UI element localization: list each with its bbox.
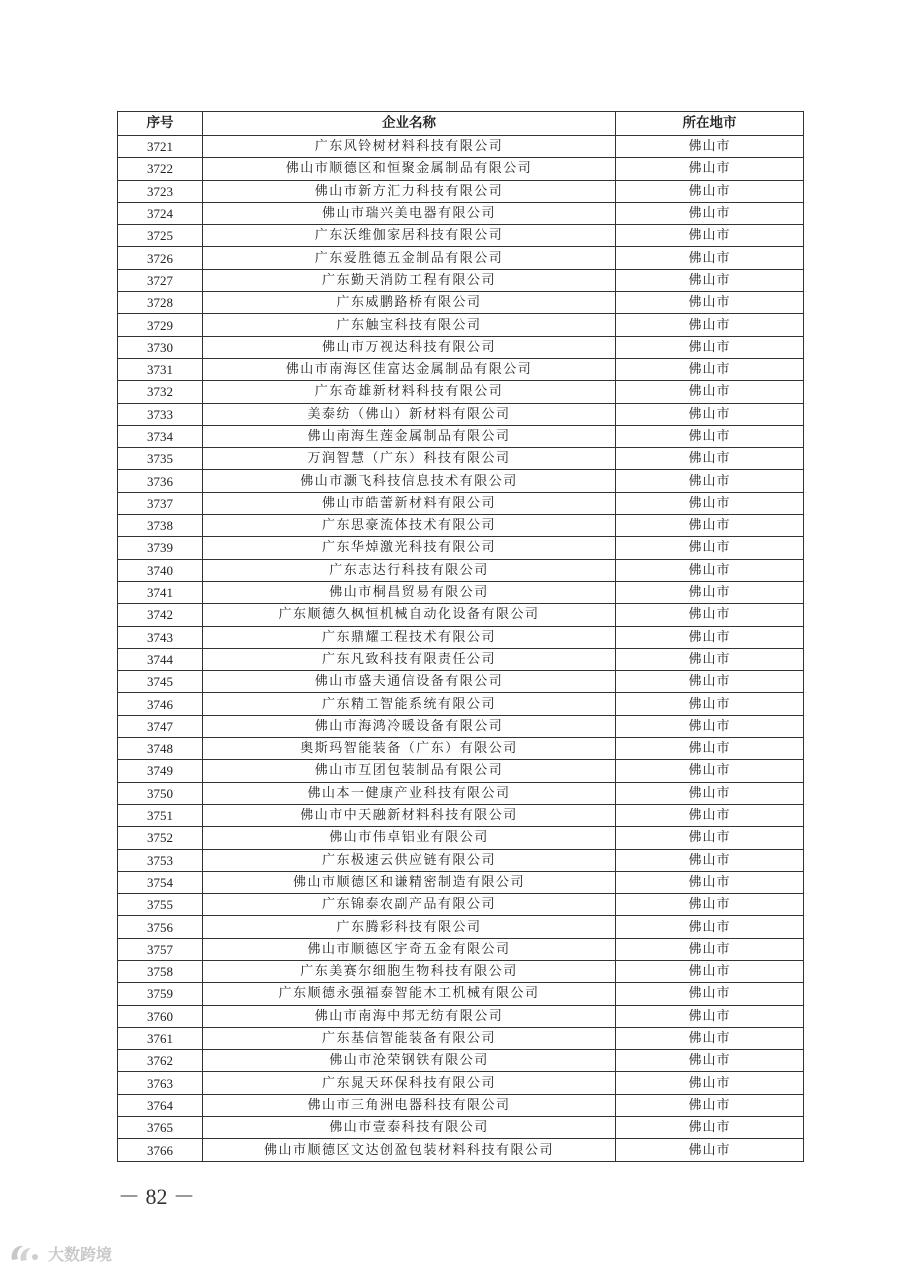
- table-row: [118, 1050, 804, 1072]
- row-company-name: 佛山市海鸿冷暖设备有限公司: [203, 715, 616, 737]
- row-company-name: 广东美赛尔细胞生物科技有限公司: [203, 960, 616, 982]
- row-company-name: 佛山市南海区佳富达金属制品有限公司: [203, 358, 616, 380]
- row-city: 佛山市: [616, 827, 804, 849]
- table-row: [118, 381, 804, 403]
- row-city: 佛山市: [616, 693, 804, 715]
- row-city: 佛山市: [616, 1117, 804, 1139]
- header-city: 所在地市: [616, 112, 804, 136]
- row-seq: 3749: [118, 760, 203, 782]
- row-seq: 3730: [118, 336, 203, 358]
- row-seq: 3727: [118, 269, 203, 291]
- table-row: [118, 358, 804, 380]
- row-seq: 3745: [118, 671, 203, 693]
- brand-logo-icon: [8, 1242, 42, 1264]
- row-city: 佛山市: [616, 381, 804, 403]
- row-company-name: 美泰纺（佛山）新材料有限公司: [203, 403, 616, 425]
- table-row: [118, 202, 804, 224]
- row-company-name: 广东顺德永强福泰智能木工机械有限公司: [203, 983, 616, 1005]
- row-company-name: 广东爱胜德五金制品有限公司: [203, 247, 616, 269]
- table-row: [118, 648, 804, 670]
- row-seq: 3766: [118, 1139, 203, 1161]
- row-city: 佛山市: [616, 292, 804, 314]
- row-seq: 3725: [118, 225, 203, 247]
- row-seq: 3746: [118, 693, 203, 715]
- row-seq: 3760: [118, 1005, 203, 1027]
- row-seq: 3736: [118, 470, 203, 492]
- table-row: [118, 1094, 804, 1116]
- row-company-name: 佛山市桐昌贸易有限公司: [203, 581, 616, 603]
- row-seq: 3748: [118, 738, 203, 760]
- row-city: 佛山市: [616, 158, 804, 180]
- row-seq: 3747: [118, 715, 203, 737]
- row-city: 佛山市: [616, 492, 804, 514]
- table-row: [118, 1005, 804, 1027]
- row-city: 佛山市: [616, 916, 804, 938]
- row-city: 佛山市: [616, 559, 804, 581]
- row-seq: 3734: [118, 425, 203, 447]
- row-seq: 3743: [118, 626, 203, 648]
- row-city: 佛山市: [616, 782, 804, 804]
- table-row: [118, 1117, 804, 1139]
- table-row: [118, 225, 804, 247]
- row-company-name: 广东奇雄新材料科技有限公司: [203, 381, 616, 403]
- row-seq: 3740: [118, 559, 203, 581]
- row-city: 佛山市: [616, 202, 804, 224]
- table-row: [118, 671, 804, 693]
- row-company-name: 佛山市顺德区文达创盈包装材料科技有限公司: [203, 1139, 616, 1161]
- row-city: 佛山市: [616, 648, 804, 670]
- row-city: 佛山市: [616, 425, 804, 447]
- row-city: 佛山市: [616, 581, 804, 603]
- row-city: 佛山市: [616, 804, 804, 826]
- row-city: 佛山市: [616, 760, 804, 782]
- row-company-name: 广东华焯激光科技有限公司: [203, 537, 616, 559]
- row-company-name: 广东威鹏路桥有限公司: [203, 292, 616, 314]
- row-company-name: 奥斯玛智能装备（广东）有限公司: [203, 738, 616, 760]
- row-company-name: 广东极速云供应链有限公司: [203, 849, 616, 871]
- table-row: [118, 827, 804, 849]
- row-city: 佛山市: [616, 1050, 804, 1072]
- row-seq: 3722: [118, 158, 203, 180]
- row-city: 佛山市: [616, 738, 804, 760]
- row-company-name: 广东凡致科技有限责任公司: [203, 648, 616, 670]
- row-seq: 3744: [118, 648, 203, 670]
- row-city: 佛山市: [616, 180, 804, 202]
- table-row: [118, 916, 804, 938]
- row-seq: 3751: [118, 804, 203, 826]
- row-city: 佛山市: [616, 960, 804, 982]
- table-row: [118, 626, 804, 648]
- table-row: [118, 581, 804, 603]
- table-row: [118, 1072, 804, 1094]
- row-company-name: 广东触宝科技有限公司: [203, 314, 616, 336]
- row-city: 佛山市: [616, 403, 804, 425]
- row-company-name: 广东沃维伽家居科技有限公司: [203, 225, 616, 247]
- table-row: [118, 180, 804, 202]
- row-company-name: 佛山市新方汇力科技有限公司: [203, 180, 616, 202]
- table-row: [118, 960, 804, 982]
- row-seq: 3721: [118, 136, 203, 158]
- row-seq: 3728: [118, 292, 203, 314]
- table-row: [118, 292, 804, 314]
- row-company-name: 万润智慧（广东）科技有限公司: [203, 448, 616, 470]
- row-company-name: 佛山市皓蕾新材料有限公司: [203, 492, 616, 514]
- enterprise-table: [117, 111, 804, 1162]
- row-city: 佛山市: [616, 849, 804, 871]
- row-seq: 3731: [118, 358, 203, 380]
- table-row: [118, 403, 804, 425]
- table-row: [118, 693, 804, 715]
- row-company-name: 广东腾彩科技有限公司: [203, 916, 616, 938]
- table-row: [118, 871, 804, 893]
- watermark: [8, 1240, 112, 1266]
- row-seq: 3724: [118, 202, 203, 224]
- row-seq: 3764: [118, 1094, 203, 1116]
- row-city: 佛山市: [616, 269, 804, 291]
- row-seq: 3754: [118, 871, 203, 893]
- row-seq: 3732: [118, 381, 203, 403]
- row-company-name: 佛山市三角洲电器科技有限公司: [203, 1094, 616, 1116]
- row-city: 佛山市: [616, 225, 804, 247]
- row-company-name: 佛山市壹泰科技有限公司: [203, 1117, 616, 1139]
- table-row: [118, 983, 804, 1005]
- row-seq: 3759: [118, 983, 203, 1005]
- row-city: 佛山市: [616, 938, 804, 960]
- table-row: [118, 849, 804, 871]
- table-row: [118, 425, 804, 447]
- row-seq: 3726: [118, 247, 203, 269]
- row-city: 佛山市: [616, 1027, 804, 1049]
- table-row: [118, 715, 804, 737]
- table-row: [118, 136, 804, 158]
- row-company-name: 佛山市瑞兴美电器有限公司: [203, 202, 616, 224]
- row-seq: 3757: [118, 938, 203, 960]
- row-city: 佛山市: [616, 247, 804, 269]
- row-company-name: 佛山市互团包装制品有限公司: [203, 760, 616, 782]
- row-company-name: 佛山市顺德区和谦精密制造有限公司: [203, 871, 616, 893]
- row-seq: 3758: [118, 960, 203, 982]
- row-city: 佛山市: [616, 358, 804, 380]
- row-company-name: 佛山市万视达科技有限公司: [203, 336, 616, 358]
- row-seq: 3729: [118, 314, 203, 336]
- table-row: [118, 537, 804, 559]
- table-row: [118, 894, 804, 916]
- row-company-name: 佛山市顺德区和恒聚金属制品有限公司: [203, 158, 616, 180]
- table-row: [118, 314, 804, 336]
- row-seq: 3755: [118, 894, 203, 916]
- row-company-name: 广东勤天消防工程有限公司: [203, 269, 616, 291]
- table-body: [118, 136, 804, 1162]
- row-city: 佛山市: [616, 1094, 804, 1116]
- row-company-name: 广东精工智能系统有限公司: [203, 693, 616, 715]
- table-row: [118, 604, 804, 626]
- row-seq: 3756: [118, 916, 203, 938]
- table-row: [118, 247, 804, 269]
- row-seq: 3761: [118, 1027, 203, 1049]
- row-city: 佛山市: [616, 470, 804, 492]
- table-row: [118, 804, 804, 826]
- row-seq: 3762: [118, 1050, 203, 1072]
- row-city: 佛山市: [616, 1005, 804, 1027]
- row-city: 佛山市: [616, 626, 804, 648]
- table-row: [118, 938, 804, 960]
- table-row: [118, 760, 804, 782]
- table-row: [118, 492, 804, 514]
- row-company-name: 广东鼎耀工程技术有限公司: [203, 626, 616, 648]
- row-company-name: 佛山南海生莲金属制品有限公司: [203, 425, 616, 447]
- row-city: 佛山市: [616, 715, 804, 737]
- table-row: [118, 1139, 804, 1161]
- row-company-name: 广东志达行科技有限公司: [203, 559, 616, 581]
- row-city: 佛山市: [616, 136, 804, 158]
- row-company-name: 广东风铃树材料科技有限公司: [203, 136, 616, 158]
- table-row: [118, 336, 804, 358]
- row-seq: 3765: [118, 1117, 203, 1139]
- row-company-name: 广东顺德久枫恒机械自动化设备有限公司: [203, 604, 616, 626]
- row-seq: 3735: [118, 448, 203, 470]
- table-row: [118, 269, 804, 291]
- row-seq: 3739: [118, 537, 203, 559]
- row-company-name: 佛山市伟卓铝业有限公司: [203, 827, 616, 849]
- table-row: [118, 515, 804, 537]
- row-seq: 3737: [118, 492, 203, 514]
- header-seq: 序号: [118, 112, 203, 136]
- row-seq: 3752: [118, 827, 203, 849]
- row-city: 佛山市: [616, 314, 804, 336]
- row-seq: 3742: [118, 604, 203, 626]
- row-company-name: 佛山市中天融新材料科技有限公司: [203, 804, 616, 826]
- row-company-name: 广东思豪流体技术有限公司: [203, 515, 616, 537]
- row-city: 佛山市: [616, 1072, 804, 1094]
- row-seq: 3723: [118, 180, 203, 202]
- row-company-name: 广东锦泰农副产品有限公司: [203, 894, 616, 916]
- row-city: 佛山市: [616, 894, 804, 916]
- row-company-name: 佛山市盛夫通信设备有限公司: [203, 671, 616, 693]
- row-company-name: 佛山市顺德区宇奇五金有限公司: [203, 938, 616, 960]
- row-seq: 3753: [118, 849, 203, 871]
- table-row: [118, 738, 804, 760]
- row-company-name: 广东晁天环保科技有限公司: [203, 1072, 616, 1094]
- watermark-text: 大数跨境: [48, 1244, 113, 1264]
- row-city: 佛山市: [616, 448, 804, 470]
- row-seq: 3738: [118, 515, 203, 537]
- page-number: － 82 －: [118, 1184, 196, 1209]
- row-city: 佛山市: [616, 537, 804, 559]
- row-company-name: 广东基信智能装备有限公司: [203, 1027, 616, 1049]
- row-company-name: 佛山本一健康产业科技有限公司: [203, 782, 616, 804]
- table-row: [118, 1027, 804, 1049]
- row-seq: 3750: [118, 782, 203, 804]
- row-city: 佛山市: [616, 515, 804, 537]
- table-header-row: [118, 112, 804, 136]
- row-seq: 3763: [118, 1072, 203, 1094]
- row-company-name: 佛山市灏飞科技信息技术有限公司: [203, 470, 616, 492]
- row-seq: 3741: [118, 581, 203, 603]
- row-city: 佛山市: [616, 336, 804, 358]
- row-company-name: 佛山市南海中邦无纺有限公司: [203, 1005, 616, 1027]
- row-city: 佛山市: [616, 983, 804, 1005]
- row-seq: 3733: [118, 403, 203, 425]
- row-city: 佛山市: [616, 671, 804, 693]
- row-city: 佛山市: [616, 604, 804, 626]
- table-row: [118, 470, 804, 492]
- table-row: [118, 782, 804, 804]
- table-row: [118, 559, 804, 581]
- row-city: 佛山市: [616, 1139, 804, 1161]
- table-row: [118, 158, 804, 180]
- row-company-name: 佛山市沧荣钢铁有限公司: [203, 1050, 616, 1072]
- table-row: [118, 448, 804, 470]
- row-city: 佛山市: [616, 871, 804, 893]
- header-company-name: 企业名称: [203, 112, 616, 136]
